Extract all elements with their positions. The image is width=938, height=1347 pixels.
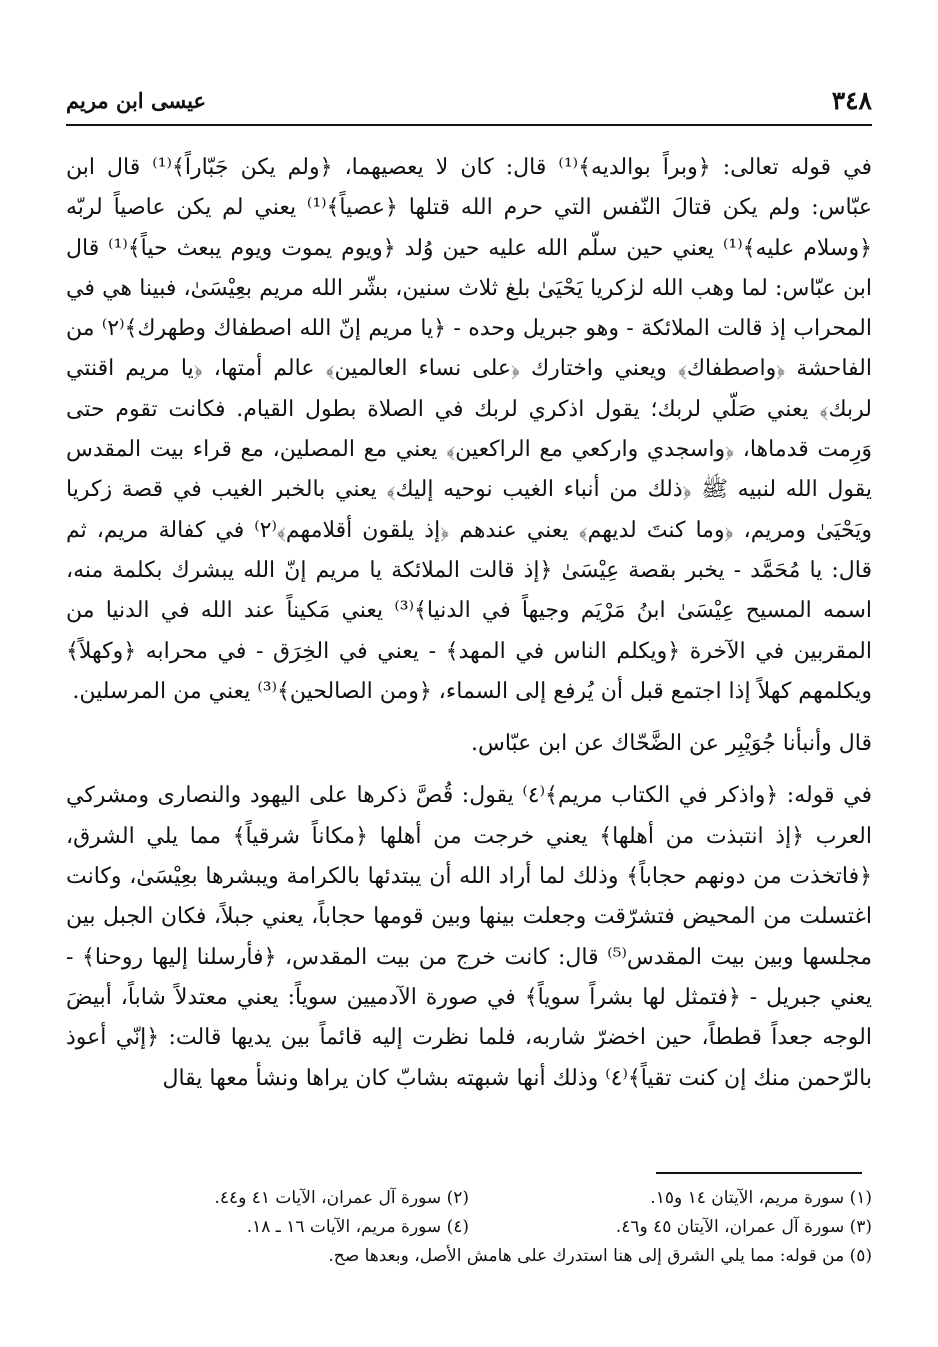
footnote-3: (٣) سورة آل عمران، الآيتان ٤٥ و٤٦.: [615, 1217, 872, 1237]
page-header: [66, 84, 872, 126]
page-number: ٣٤٨: [831, 86, 872, 115]
running-title: عيسى ابن مريم: [66, 88, 207, 113]
footnote-row: [66, 1242, 872, 1271]
footnote-5: (٥) من قوله: مما يلي الشرق إلى هنا استدرك على هامش الأصل، وبعدها صح.: [328, 1246, 872, 1266]
footnote-1: (١) سورة مريم، الآيتان ١٤ و١٥.: [650, 1188, 872, 1208]
footnote-divider: [656, 1172, 862, 1174]
paragraph-1: في قوله تعالى: ﴿وبراً بوالديه﴾⁽¹⁾ قال: كان لا يعصيهما، ﴿ولم يكن جَبّاراً﴾⁽¹⁾ قال ابن عبّاس: ولم يكن قتالَ النّفس التي حرم الله قتلها ﴿عصياً﴾⁽¹⁾ يعني لم يكن عاصياً لربّه ﴿وسلام عليه﴾⁽¹⁾ يعني حين سلّم الله عليه حين وُلد ﴿ويوم يموت ويوم يبعث حياً﴾⁽¹⁾ قال ابن عبّاس: لما وهب الله لزكريا يَحْيَىٰ بلغ ثلاث سنين، بشّر الله مريم بعِيْسَىٰ، فبينا هي في المحراب إذ قالت الملائكة - وهو جبريل وحده - ﴿يا مريم إنّ الله اصطفاك وطهرك﴾⁽٢⁾ من الفاحشة ﴿واصطفاك﴾ ويعني واختارك ﴿على نساء العالمين﴾ عالم أمتها، ﴿يا مريم اقنتي لربك﴾ يعني صَلّي لربك؛ يقول اذكري لربك في الصلاة بطول القيام. فكانت تقوم حتى وَرِمت قدماها، ﴿واسجدي واركعي مع الراكعين﴾ يعني مع المصلين، مع قراء بيت المقدس يقول الله لنبيه ﷺ ﴿ذلك من أنباء الغيب نوحيه إليك﴾ يعني بالخبر الغيب في قصة زكريا ويَحْيَىٰ ومريم، ﴿وما كنتَ لديهم﴾ يعني عندهم ﴿إذ يلقون أقلامهم﴾⁽٢⁾ في كفالة مريم، ثم قال: يا مُحَمَّد - يخبر بقصة عِيْسَىٰ ﴿إذ قالت الملائكة يا مريم إنّ الله يبشرك بكلمة منه، اسمه المسيح عِيْسَىٰ ابنُ مَرْيَم وجيهاً في الدنيا﴾⁽³⁾ يعني مَكيناً عند الله في الدنيا من المقربين في الآخرة ﴿ويكلم الناس في المهد﴾ - يعني في الخِرَق - في محرابه ﴿وكهلاً﴾ ويكلمهم كهلاً إذا اجتمع قبل أن يُرفع إلى السماء، ﴿ومن الصالحين﴾⁽³⁾ يعني من المرسلين.: [66, 155, 873, 704]
footnote-row: [66, 1213, 872, 1242]
paragraph-3: في قوله: ﴿واذكر في الكتاب مريم﴾⁽٤⁾ يقول: قُصَّ ذكرها على اليهود والنصارى ومشركي العرب ﴿إذ انتبذت من أهلها﴾ يعني خرجت من أهلها ﴿مكاناً شرقياً﴾ مما يلي الشرق، ﴿فاتخذت من دونهم حجاباً﴾ وذلك لما أراد الله أن يبتدئها بالكرامة ويبشرها بعِيْسَىٰ، وكانت اغتسلت من المحيض فتشرّقت وجعلت بينها وبين قومها حجاباً، يعني جبلاً، فكان الجبل بين مجلسها وبين بيت المقدس⁽⁵⁾ قال: كانت خرج من بيت المقدس، ﴿فأرسلنا إليها روحنا﴾ - يعني جبريل - ﴿فتمثل لها بشراً سوياً﴾ في صورة الآدميين سوياً: يعني معتدلاً شاباً، أبيضَ الوجه جعداً قططاً، حين اخضرّ شاربه، فلما نظرت إليه قائماً بين يديها قالت: ﴿إنّي أعوذ بالرّحمن منك إن كنت تقياً﴾⁽٤⁾ وذلك أنها شبهته بشابّ كان يراها ونشأ معها يقال: [66, 783, 873, 1091]
footnote-row: [66, 1184, 872, 1213]
footnote-2: (٢) سورة آل عمران، الآيات ٤١ و٤٤.: [214, 1188, 469, 1208]
footnote-4: (٤) سورة مريم، الآيات ١٦ ـ ١٨.: [246, 1217, 469, 1237]
paragraph-2: قال وأنبأنا جُوَيْبِر عن الضَّحّاك عن ابن عبّاس.: [470, 731, 872, 757]
footnotes: [66, 1184, 872, 1271]
main-text: [66, 148, 872, 1099]
